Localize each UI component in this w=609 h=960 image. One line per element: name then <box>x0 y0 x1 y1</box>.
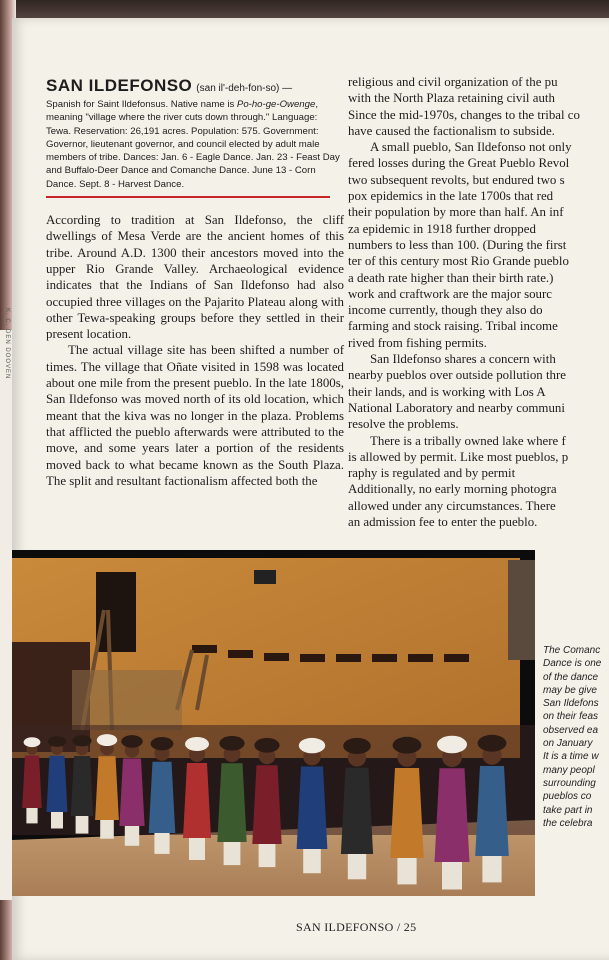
right-line: their lands, and is working with Los A <box>348 384 546 399</box>
caption-line: Dance is one <box>543 658 602 670</box>
left-paragraph-2: The actual village site has been shifted a number of times. The village that Oñate visited in 1598 was located about one mile from the present pueblo. In the late 1800s, San Ildefonso was moved north of its old location, which meant that the kiva was no longer in the plaza. Problems that afflicted the pueblo afterwards were attributed to the move, and some years later a portion of the residents moved back to what became known as the South Plaza. The split and resultant factionalism affected both the <box>46 343 344 488</box>
right-line: There is a tribally owned lake where f <box>370 433 566 448</box>
right-line: with the North Plaza retaining civil auth <box>348 91 555 106</box>
caption-line: surrounding <box>543 777 596 789</box>
right-paragraph-4 <box>348 433 609 531</box>
right-line: Since the mid-1970s, changes to the tribal co <box>348 107 580 122</box>
caption-line: It is a time w <box>543 751 599 763</box>
left-column <box>46 76 344 489</box>
page-footer: SAN ILDEFONSO / 25 <box>296 920 417 934</box>
right-line: allowed under any circumstances. There <box>348 498 556 513</box>
dance-photo-illustration <box>12 550 535 896</box>
right-line: National Laboratory and nearby communi <box>348 400 565 415</box>
caption-line: take part in <box>543 804 593 816</box>
caption-line: observed ea <box>543 724 599 736</box>
entry-title: SAN ILDEFONSO <box>46 76 193 95</box>
photo-caption <box>543 644 609 830</box>
right-paragraph-3 <box>348 351 609 432</box>
facts-rest: , meaning "village where the river cuts down through." Language: Tewa. Reservation: 26,191 acres. Population: 575. Government: Governor, lieutenant governor, and council elected by adult male members of tribe. Dances: Jan. 6 - Eagle Dance. Jan. 23 - Feast Day and Buffalo-Deer Dance and Comanche Dance. June 13 - Corn Dance. Sept. 8 - Harvest Dance. <box>46 99 340 190</box>
comanche-dance-photo <box>12 550 535 896</box>
right-paragraph-2 <box>348 139 609 351</box>
right-line: an admission fee to enter the pueblo. <box>348 515 538 530</box>
left-paragraph-1: According to tradition at San Ildefonso, the cliff dwellings of Mesa Verde are the ancient homes of this tribe. Around A.D. 1300 their ancestors moved into the upper Rio Grande Valley. Archaeological evidence indicates that the Indians of San Ildefonso had also occupied three villages on the Pajarito Plateau along with other Tewa-speaking groups before they settled in their present location. <box>46 213 344 342</box>
caption-line: San Ildefons <box>543 698 599 710</box>
right-line: resolve the problems. <box>348 417 459 432</box>
caption-line: on their feas <box>543 711 599 723</box>
caption-line: the celebra <box>543 817 593 829</box>
caption-line: may be give <box>543 684 597 696</box>
right-line: religious and civil organization of the pu <box>348 75 558 89</box>
caption-line: pueblos co <box>543 791 592 803</box>
facts-block <box>46 98 344 191</box>
right-line: pox epidemics in the late 1700s that red <box>348 189 554 204</box>
caption-line: many peopl <box>543 764 595 776</box>
right-column <box>348 74 609 534</box>
right-line: their population by more than half. An inf <box>348 205 564 220</box>
right-line: income currently, though they also do <box>348 303 543 318</box>
right-line: rived from fishing permits. <box>348 335 487 350</box>
right-line: raphy is regulated and by permit <box>348 466 516 481</box>
caption-line: of the dance <box>543 671 599 683</box>
right-line: ter of this century most Rio Grande pueblo <box>348 254 569 269</box>
right-line: za epidemic in 1918 further dropped <box>348 221 536 236</box>
caption-line: The Comanc <box>543 645 601 656</box>
photo-credit: K. C. DEN DOOVEN <box>4 308 10 380</box>
right-line: San Ildefonso shares a concern with <box>370 352 556 367</box>
right-line: farming and stock raising. Tribal income <box>348 319 558 334</box>
right-line: numbers to less than 100. (During the first <box>348 237 567 252</box>
right-paragraph-1 <box>348 74 609 139</box>
right-line: a death rate higher than their birth rate.) <box>348 270 554 285</box>
right-line: fered losses during the Great Pueblo Revol <box>348 156 570 171</box>
facts-intro: Spanish for Saint Ildefonsus. Native name is <box>46 99 237 110</box>
right-line: nearby pueblos over outside pollution thre <box>348 368 567 383</box>
book-page <box>4 18 609 960</box>
red-rule <box>46 196 330 198</box>
right-line: work and craftwork are the major sourc <box>348 286 553 301</box>
entry-header <box>46 76 344 96</box>
native-name: Po-ho-ge-Owenge <box>236 99 316 110</box>
right-line: two subsequent revolts, but endured two s <box>348 172 565 187</box>
right-line: have caused the factionalism to subside. <box>348 123 555 138</box>
right-line: A small pueblo, San Ildefonso not only <box>370 140 572 155</box>
right-line: Additionally, no early morning photogra <box>348 482 557 497</box>
right-line: is allowed by permit. Like most pueblos, p <box>348 449 569 464</box>
pronunciation: (san il'-deh-fon-so) — <box>196 83 293 94</box>
caption-line: on January <box>543 738 593 750</box>
